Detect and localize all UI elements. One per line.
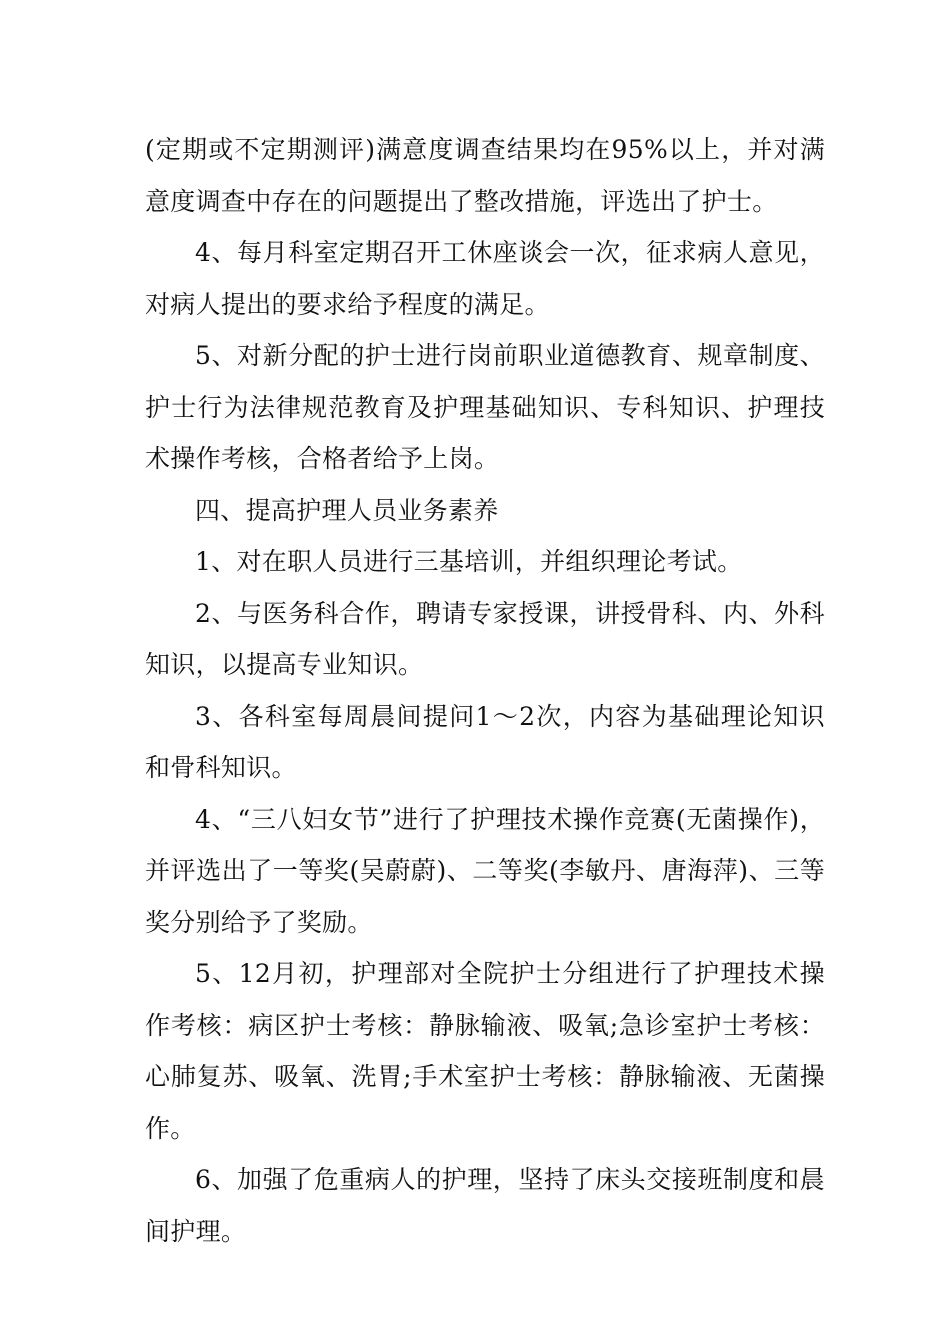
paragraph-item-3-morning-questions: 3、各科室每周晨间提问1～2次，内容为基础理论知识和骨科知识。 (145, 701, 825, 782)
paragraph-item-4-seminar: 4、每月科室定期召开工休座谈会一次，征求病人意见，对病人提出的要求给予程度的满足。 (145, 238, 825, 319)
paragraph-continuation: (定期或不定期测评)满意度调查结果均在95%以上，并对满意度调查中存在的问题提出了整改措施，评选出了护士。 (145, 135, 825, 216)
paragraph-item-5-assessment: 5、12月初，护理部对全院护士分组进行了护理技术操作考核：病区护士考核：静脉输液、吸氧;急诊室护士考核：心肺复苏、吸氧、洗胃;手术室护士考核：静脉输液、无菌操作。 (145, 959, 825, 1143)
paragraph-item-2-lectures: 2、与医务科合作，聘请专家授课，讲授骨科、内、外科知识，以提高专业知识。 (145, 598, 825, 679)
paragraph-item-6-critical-care: 6、加强了危重病人的护理，坚持了床头交接班制度和晨间护理。 (145, 1165, 825, 1246)
section-heading-4: 四、提高护理人员业务素养 (195, 495, 499, 525)
paragraph-item-5-new-nurse-training: 5、对新分配的护士进行岗前职业道德教育、规章制度、护士行为法律规范教育及护理基础知识、专科知识、护理技术操作考核，合格者给予上岗。 (145, 341, 825, 473)
paragraph-item-4-competition: 4、“三八妇女节”进行了护理技术操作竞赛(无菌操作)，并评选出了一等奖(吴蔚蔚)、二等奖(李敏丹、唐海萍)、三等奖分别给予了奖励。 (145, 804, 825, 937)
document-body (145, 124, 825, 1257)
paragraph-item-1-training: 1、对在职人员进行三基培训，并组织理论考试。 (195, 547, 743, 576)
